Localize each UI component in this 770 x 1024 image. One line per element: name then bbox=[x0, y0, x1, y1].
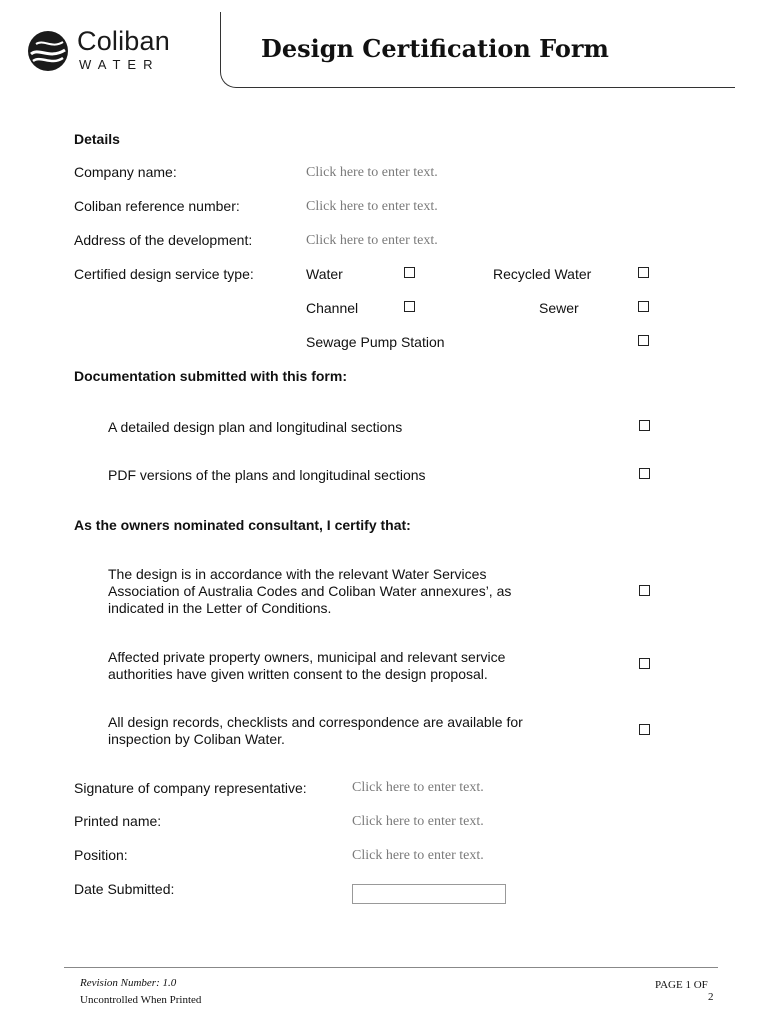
doc-pdf-checkbox[interactable] bbox=[639, 468, 650, 479]
service-type-label: Certified design service type: bbox=[74, 266, 254, 282]
details-heading: Details bbox=[74, 131, 120, 147]
position-field[interactable]: Click here to enter text. bbox=[352, 848, 484, 863]
page-total: 2 bbox=[708, 991, 714, 1003]
water-swirl-icon bbox=[27, 30, 69, 72]
printed-name-label: Printed name: bbox=[74, 813, 162, 829]
certify-item-consent bbox=[108, 649, 505, 683]
position-label: Position: bbox=[74, 847, 128, 863]
certify-records-line-2: inspection by Coliban Water. bbox=[108, 731, 285, 747]
company-name-field[interactable]: Click here to enter text. bbox=[306, 165, 438, 180]
service-pump-checkbox[interactable] bbox=[638, 335, 649, 346]
coliban-water-logo bbox=[27, 28, 177, 78]
form-title: Design Certification Form bbox=[261, 34, 609, 63]
certify-codes-line-1: The design is in accordance with the relevant Water Services bbox=[108, 566, 487, 582]
brand-name: Coliban bbox=[77, 26, 170, 56]
certify-item-records bbox=[108, 714, 523, 748]
certify-consent-checkbox[interactable] bbox=[639, 658, 650, 669]
reference-number-label: Coliban reference number: bbox=[74, 198, 240, 214]
brand-subtitle: WATER bbox=[79, 57, 160, 72]
page-indicator: PAGE 1 OF bbox=[655, 979, 708, 991]
certify-records-checkbox[interactable] bbox=[639, 724, 650, 735]
address-label: Address of the development: bbox=[74, 232, 253, 248]
doc-item-design-plan: A detailed design plan and longitudinal sections bbox=[108, 419, 403, 435]
uncontrolled-notice: Uncontrolled When Printed bbox=[80, 994, 202, 1006]
date-submitted-field[interactable] bbox=[352, 884, 506, 904]
service-recycled-label: Recycled Water bbox=[493, 266, 592, 282]
certify-codes-line-3: indicated in the Letter of Conditions. bbox=[108, 600, 332, 616]
service-pump-label: Sewage Pump Station bbox=[306, 334, 445, 350]
doc-design-plan-checkbox[interactable] bbox=[639, 420, 650, 431]
service-water-checkbox[interactable] bbox=[404, 267, 415, 278]
footer-divider bbox=[64, 967, 718, 968]
certify-records-line-1: All design records, checklists and correspondence are available for bbox=[108, 714, 523, 730]
revision-number: Revision Number: 1.0 bbox=[80, 977, 177, 989]
certify-codes-line-2: Association of Australia Codes and Coliban Water annexures’, as bbox=[108, 583, 512, 599]
company-name-label: Company name: bbox=[74, 164, 177, 180]
service-channel-label: Channel bbox=[306, 300, 359, 316]
certify-consent-line-2: authorities have given written consent to the design proposal. bbox=[108, 666, 488, 682]
service-sewer-checkbox[interactable] bbox=[638, 301, 649, 312]
service-sewer-label: Sewer bbox=[539, 300, 579, 316]
service-water-label: Water bbox=[306, 266, 343, 282]
certify-consent-line-1: Affected private property owners, municipal and relevant service bbox=[108, 649, 506, 665]
service-recycled-checkbox[interactable] bbox=[638, 267, 649, 278]
certify-item-codes bbox=[108, 566, 511, 617]
printed-name-field[interactable]: Click here to enter text. bbox=[352, 814, 484, 829]
address-field[interactable]: Click here to enter text. bbox=[306, 233, 438, 248]
signature-field[interactable]: Click here to enter text. bbox=[352, 780, 484, 795]
documentation-heading: Documentation submitted with this form: bbox=[74, 368, 347, 384]
date-submitted-label: Date Submitted: bbox=[74, 881, 175, 897]
reference-number-field[interactable]: Click here to enter text. bbox=[306, 199, 438, 214]
service-channel-checkbox[interactable] bbox=[404, 301, 415, 312]
certify-codes-checkbox[interactable] bbox=[639, 585, 650, 596]
doc-item-pdf: PDF versions of the plans and longitudinal sections bbox=[108, 467, 426, 483]
signature-label: Signature of company representative: bbox=[74, 780, 307, 796]
certify-heading: As the owners nominated consultant, I certify that: bbox=[74, 517, 411, 533]
